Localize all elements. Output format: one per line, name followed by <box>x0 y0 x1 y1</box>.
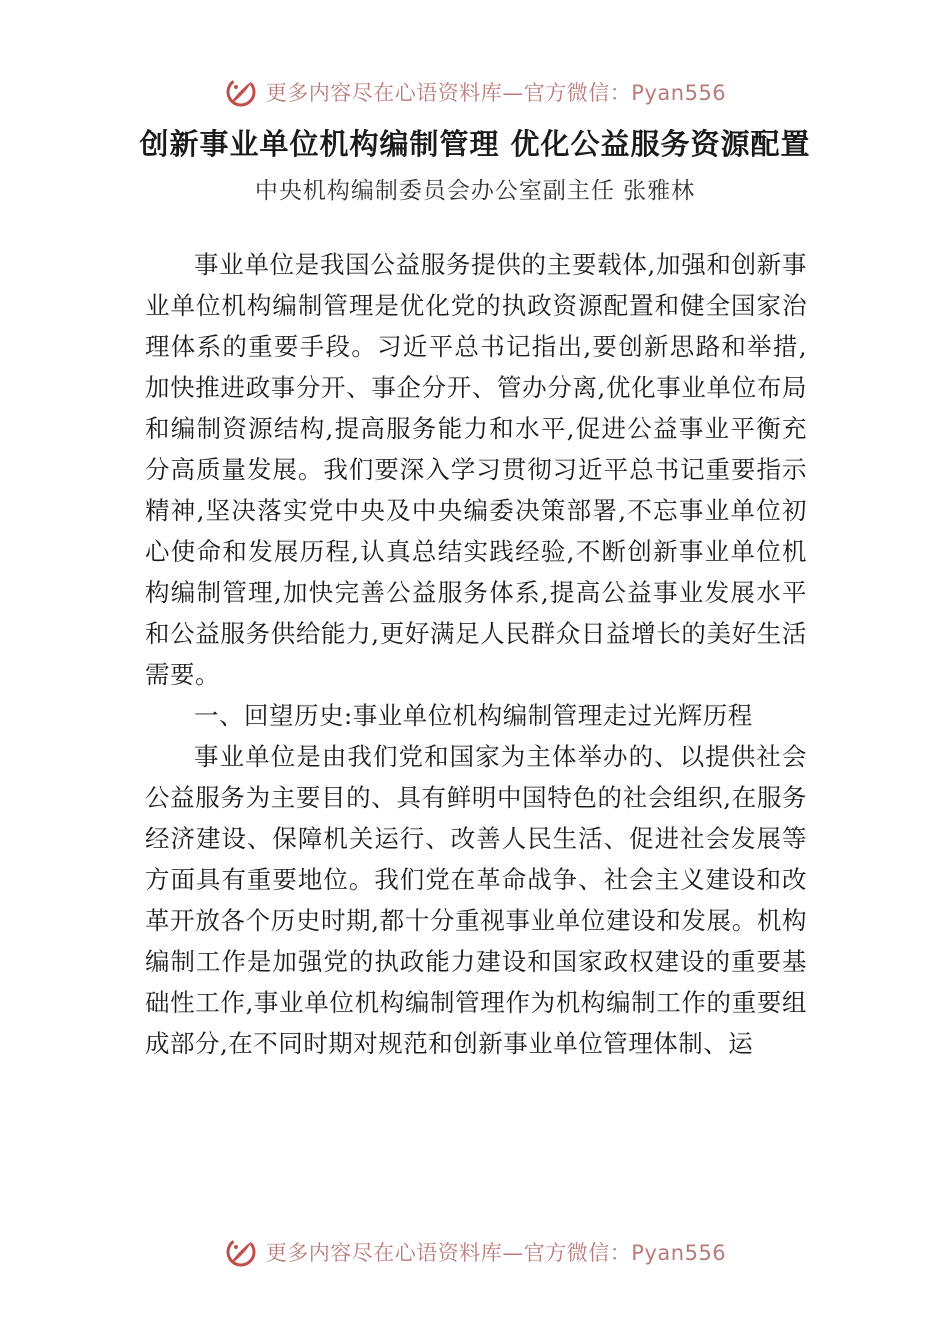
brush-circle-logo-icon <box>224 1235 258 1269</box>
paragraph-intro: 事业单位是我国公益服务提供的主要载体,加强和创新事业单位机构编制管理是优化党的执政资源配置和健全国家治理体系的重要手段。习近平总书记指出,要创新思路和举措,加快推进政事分开、事企分开、管办分离,优化事业单位布局和编制资源结构,提高服务能力和水平,促进公益事业平衡充分高质量发展。我们要深入学习贯彻习近平总书记重要指示精神,坚决落实党中央及中央编委决策部署,不忘事业单位初心使命和发展历程,认真总结实践经验,不断创新事业单位机构编制管理,加快完善公益服务体系,提高公益事业发展水平和公益服务供给能力,更好满足人民群众日益增长的美好生活需要。 <box>145 250 807 689</box>
watermark-footer <box>0 1232 950 1272</box>
document-title: 创新事业单位机构编制管理 优化公益服务资源配置 <box>139 127 811 161</box>
watermark-text: 更多内容尽在心语资料库—官方微信：Pyan556 <box>265 81 727 105</box>
watermark-text: 更多内容尽在心语资料库—官方微信：Pyan556 <box>265 1241 727 1265</box>
paragraph-history: 事业单位是由我们党和国家为主体举办的、以提供社会公益服务为主要目的、具有鲜明中国特色的社会组织,在服务经济建设、保障机关运行、改善人民生活、促进社会发展等方面具有重要地位。我们党在革命战争、社会主义建设和改革开放各个历史时期,都十分重视事业单位建设和发展。机构编制工作是加强党的执政能力建设和国家政权建设的重要基础性工作,事业单位机构编制管理作为机构编制工作的重要组成部分,在不同时期对规范和创新事业单位管理体制、运 <box>145 742 807 1058</box>
document-author: 中央机构编制委员会办公室副主任 张雅林 <box>254 178 696 204</box>
section-heading: 一、回望历史:事业单位机构编制管理走过光辉历程 <box>194 701 753 730</box>
document-body <box>145 244 807 1064</box>
watermark-header <box>0 72 950 112</box>
brush-circle-logo-icon <box>224 75 258 109</box>
